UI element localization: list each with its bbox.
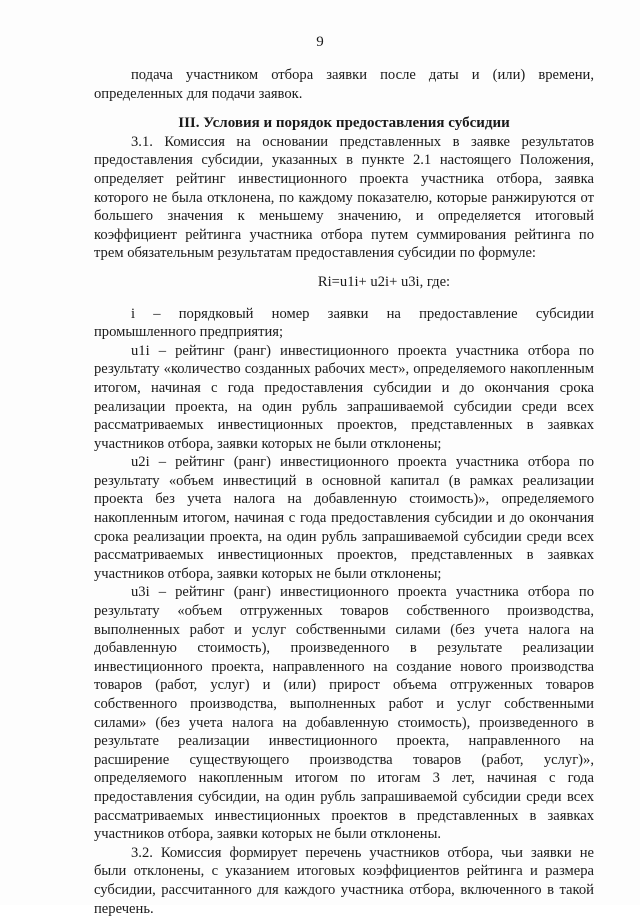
paragraph-u1-definition: u1i – рейтинг (ранг) инвестиционного проекта участника отбора по результату «количество созданных рабочих мест», определяемого накопленным итогом, начиная с года предоставления субсидии и до окончания срока реализации проекта, на один рубль запрашиваемой субсидии среди всех рассматриваемых инвестиционных проектов, представленных в заявках участников отбора, заявки которых не были отклонены;: [94, 342, 594, 452]
paragraph-u2-definition: u2i – рейтинг (ранг) инвестиционного проекта участника отбора по результату «объем инвестиций в основной капитал (в рамках реализации проекта без учета налога на добавленную стоимость)», определяемого накопленным итогом, начиная с года предоставления субсидии и до окончания срока реализации проекта, на один рубль запрашиваемой субсидии среди всех рассматриваемых инвестиционных проектов, представленных в заявках участников отбора, заявки которых не были отклонены;: [94, 454, 594, 582]
paragraph-i-definition: i – порядковый номер заявки на предоставление субсидии промышленного предприятия;: [94, 305, 594, 341]
paragraph-u3-definition: u3i – рейтинг (ранг) инвестиционного проекта участника отбора по результату «объем отгруженных товаров собственного производства, выполненных работ и услуг собственными силами (без учета налога на добавленную стоимость), произведенного в результате реализации инвестиционного проекта, направленного на создание нового производства товаров (работ, услуг) и (или) прирост объема отгруженных товаров собственного производства, выполненных работ и услуг собственными силами» (без учета налога на добавленную стоимость), произведенного в результате реализации инвестиционного проекта, направленного на расширение существующего производства товаров (работ, услуг)», определяемого накопленным итогом по итогам 3 лет, начиная с года предоставления субсидии, на один рубль запрашиваемой субсидии среди всех рассматриваемых инвестиционных проектов в представленных в заявках участников отбора, заявки которых не были отклонены.: [94, 584, 594, 843]
paragraph-3-1: 3.1. Комиссия на основании представленных в заявке результатов предоставления субсидии, указанных в пункте 2.1 настоящего Положения, определяет рейтинг инвестиционного проекта участника отбора, заявка которого не была отклонена, по каждому показателю, которые ранжируются от большего значения к меньшему значению, и определяется итоговый коэффициент рейтинга участника отбора путем суммирования рейтинга по трем обязательным результатам предоставления субсидии по формуле:: [94, 133, 594, 262]
section-heading: III. Условия и порядок предоставления субсидии: [178, 115, 510, 132]
document-body: [94, 66, 594, 918]
page-number: 9: [316, 34, 324, 50]
paragraph-submission-deadline: подача участником отбора заявки после даты и (или) времени, определенных для подачи заявок.: [94, 67, 594, 102]
rating-formula: Ri=u1i+ u2i+ u3i, где:: [317, 273, 451, 290]
paragraph-3-2: 3.2. Комиссия формирует перечень участников отбора, чьи заявки не были отклонены, с указанием итоговых коэффициентов рейтинга и размера субсидии, рассчитанного для каждого участника отбора, включенного в такой перечень.: [94, 844, 594, 917]
